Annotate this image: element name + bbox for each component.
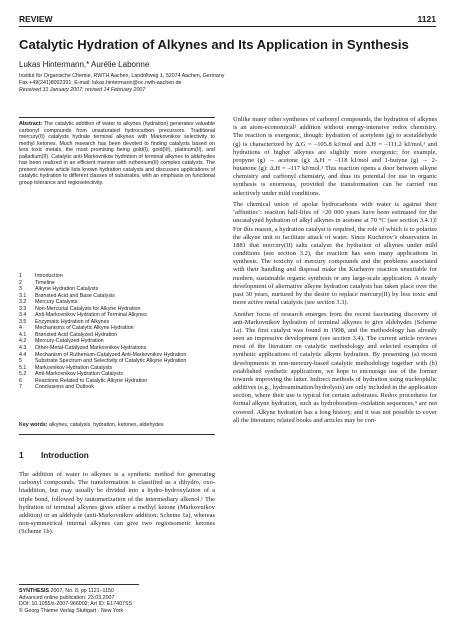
toc-number: 4.2 [19,338,27,345]
header-rule [19,26,436,27]
toc-text: Markovnikov Hydration Catalysts [35,364,113,371]
copyright: © Georg Thieme Verlag Stuttgart · New York [19,607,124,614]
table-of-contents [19,273,215,391]
toc-number: 3 [19,286,22,293]
footer-rule [19,584,139,585]
keywords-text: alkynes, catalysis, hydration, ketones, aldehydes [49,422,164,428]
toc-text: Enzymatic Hydration of Alkynes [35,318,110,325]
toc-number: 6 [19,377,22,384]
toc-number: 4.3 [19,345,27,352]
toc-text: Mechanism of Ruthenium-Catalyzed Anti-Markovnikov Hydration [35,351,187,358]
contact: Fax +49(241)8092391; E-mail: lukas.hintermann@oc.rwth-aachen.de [19,80,182,86]
abstract [19,121,215,186]
keywords [19,422,215,429]
keywords-rule [19,434,215,435]
toc-text: Other-Metal-Catalyzed Markovnikov Hydrations [35,345,147,352]
toc-text: Non-Mercurial Catalysts for Alkyne Hydration [35,305,141,312]
abstract-box [19,117,215,272]
page-number: 1121 [417,14,436,24]
abstract-label: Abstract: [19,121,43,127]
article-meta [19,73,279,94]
toc-number: 4.4 [19,351,27,358]
toc-text: Alkyne Hydration Catalysts [35,286,99,293]
toc-number: 5 [19,358,22,365]
journal-name: SYNTHESIS [19,588,50,594]
affiliation: Institut für Organische Chemie, RWTH Aachen, Landoltweg 1, 52074 Aachen, Germany [19,73,225,79]
publication-footer [19,588,132,614]
toc-text: Brønsted Acid and Base Catalysis [35,292,115,299]
section-number: 1 [19,451,24,460]
toc-number: 4.1 [19,331,27,338]
toc-text: Timeline [35,279,55,286]
toc-number: 2 [19,279,22,286]
issue-info: 2007, No. 8, pp 1121–1150 [50,588,114,594]
toc-number: 3.3 [19,305,27,312]
toc-text: Brønsted Acid Catalyzed Hydration [35,331,118,338]
toc-number: 5.1 [19,364,27,371]
toc-entry [19,384,215,391]
advance-online: Advanced online publication: 23.03.2007 [19,594,115,601]
toc-text: Anti-Markovnikov Hydration Catalysts [35,371,124,378]
doi: DOI: 10.1055/s-2007-966002; Art ID: E17407SS [19,601,133,608]
section-label: REVIEW [19,14,53,24]
intro-paragraph: The addition of water to alkynes is a synthetic method for generating carbonyl compounds. The transformation is classified as a dihydro, oxo-biaddition, but may usually be divided into a hydro-hydroxylation of a triple bond, followed by tautomerization of the intermediary alkenol.¹ The hydration of terminal alkynes gives either a methyl ketone (Markovnikov addition) or an aldehyde (anti-Markovnikov addition; Scheme 1a), whereas non-symmetrical internal alkynes can give two regioisomeric ketones (Scheme 1b). [19,471,215,536]
toc-number: 1 [19,273,22,279]
toc-number: 3.1 [19,292,27,299]
section-heading [19,451,89,460]
toc-text: Anti-Markovnikov Hydration of Terminal Alkynes [35,312,147,319]
toc-text: Mechanisms of Catalytic Alkyne Hydration [35,325,134,332]
toc-number: 3.4 [19,312,27,319]
body-paragraph: The chemical union of apolar hydrocarbons with water is against their ‘affinities’: reaction half-lifes of >20 000 years have been estimated for the uncatalyzed hydration of alkyl alkynes in acetone at 70 °C (see section 3.4.1)! For this reason, a hydration catalyst is required, the role of which is to polarize the alkyne unit to facilitate attack of water. Since Kucherov’s observation in 1881 that mercury(II) salts catalyze the hydration of alkynes under mild conditions (see section 3.2), the reaction has seen many applications in synthesis. The toxicity of mercury compounds and the problems associated with their handling and disposal make the Kucherov reaction unsuitable for modern, sustainable organic synthesis or any large-scale application. A steady development of alternative alkyne hydration catalysts has taken place over the past 30 years, nurtured by the desire to replace mercury(II) by less toxic and more active metal catalysts (see section 3.3). [233,201,437,307]
toc-number: 5.2 [19,371,27,378]
toc-number: 7 [19,384,22,391]
toc-text: Mercury Catalysts [35,299,78,306]
keywords-label: Key words: [19,422,48,428]
right-column [233,116,437,428]
toc-text: Reactions Related to Catalytic Alkyne Hydration [35,377,148,384]
running-header [19,14,436,26]
received-dates: Received 31 January 2007; revised 14 February 2007 [19,87,146,93]
toc-text: Substrate Spectrum and Selectivity of Catalytic Alkyne Hydration [35,358,187,365]
authors: Lukas Hintermann,* Aurélie Labonne [19,60,150,69]
toc-text: Conclusions and Outlook [35,384,94,391]
body-paragraph: Another focus of research emerges from the recent fascinating discovery of anti-Markovnikov hydration of terminal alkynes to give aldehydes (Scheme 1a). The first catalyst was found in 1998, and the methodology has already seen an impressive development (see section 3.4). The current article reviews most of the literature on catalytic methodology and selected examples of synthetic applications of catalytic alkyne hydration. By presenting (a) recent developments in non-mercury-based catalytic methodology together with (b) established synthetic applications, we hope to encourage use of the former towards improving the latter. Indirect methods of hydration using nucleophilic additives (e.g., hydroamination/hydrolysis) are only included in the application section, where their use is typical for certain substrates. Redox procedures for formal alkyne hydration, such as hydroboration–oxidation sequences,⁴ are not covered. Alkyne hydration has a long history, and it was not possible to cover all the literature; related books and articles may be con- [233,310,437,424]
toc-text: Mercury-Catalyzed Hydration [35,338,104,345]
abstract-text: The catalytic addition of water to alkynes (hydration) generates valuable carbonyl compounds from unsaturated hydrocarbon precursors. Traditional mercury(II) catalysts hydrate terminal alkynes with Markovnikov selectivity to methyl ketones. Much research has been devoted to finding catalysts based on less toxic metals, the most promising being gold(I), gold(III), platinum(II), and palladium(II). Catalytic anti-Markovnikov hydration of terminal alkynes to aldehydes has been realized in an efficient manner with ruthenium(II) complex catalysts. The present review article lists known hydration catalysts and discusses applications of catalytic hydration to different classes of substrates, with an emphasis on functional group tolerance and regioselectivity. [19,121,215,186]
toc-number: 3.5 [19,318,27,325]
toc-number: 3.2 [19,299,27,306]
toc-text: Introduction [35,273,63,279]
section-title: Introduction [41,451,89,460]
body-paragraph: Unlike many other syntheses of carbonyl compounds, the hydration of alkynes is an atom-economical² addition without energy-intensive redox chemistry. The reaction is exergonic, though: hydration of acetylene (g) to acetaldehyde (g) is characterized by ΔᵣG = –105.8 kJ/mol and ΔᵣH = –111.2 kJ/mol,³ and hydrations of higher alkynes are slightly more exergonic; for example, propyne (g) → acetone (g): ΔᵣH = –118 kJ/mol and 1-butyne (g) → 2-butanone (g): ΔᵣH = –117 kJ/mol.³ This reaction opens a door between alkyne chemistry and carbonyl chemistry, and thus its potential for use in organic synthesis is enormous, provided the transformation can be carried out selectively under mild conditions. [233,116,437,197]
toc-number: 4 [19,325,22,332]
article-title: Catalytic Hydration of Alkynes and Its Application in Synthesis [19,37,409,52]
